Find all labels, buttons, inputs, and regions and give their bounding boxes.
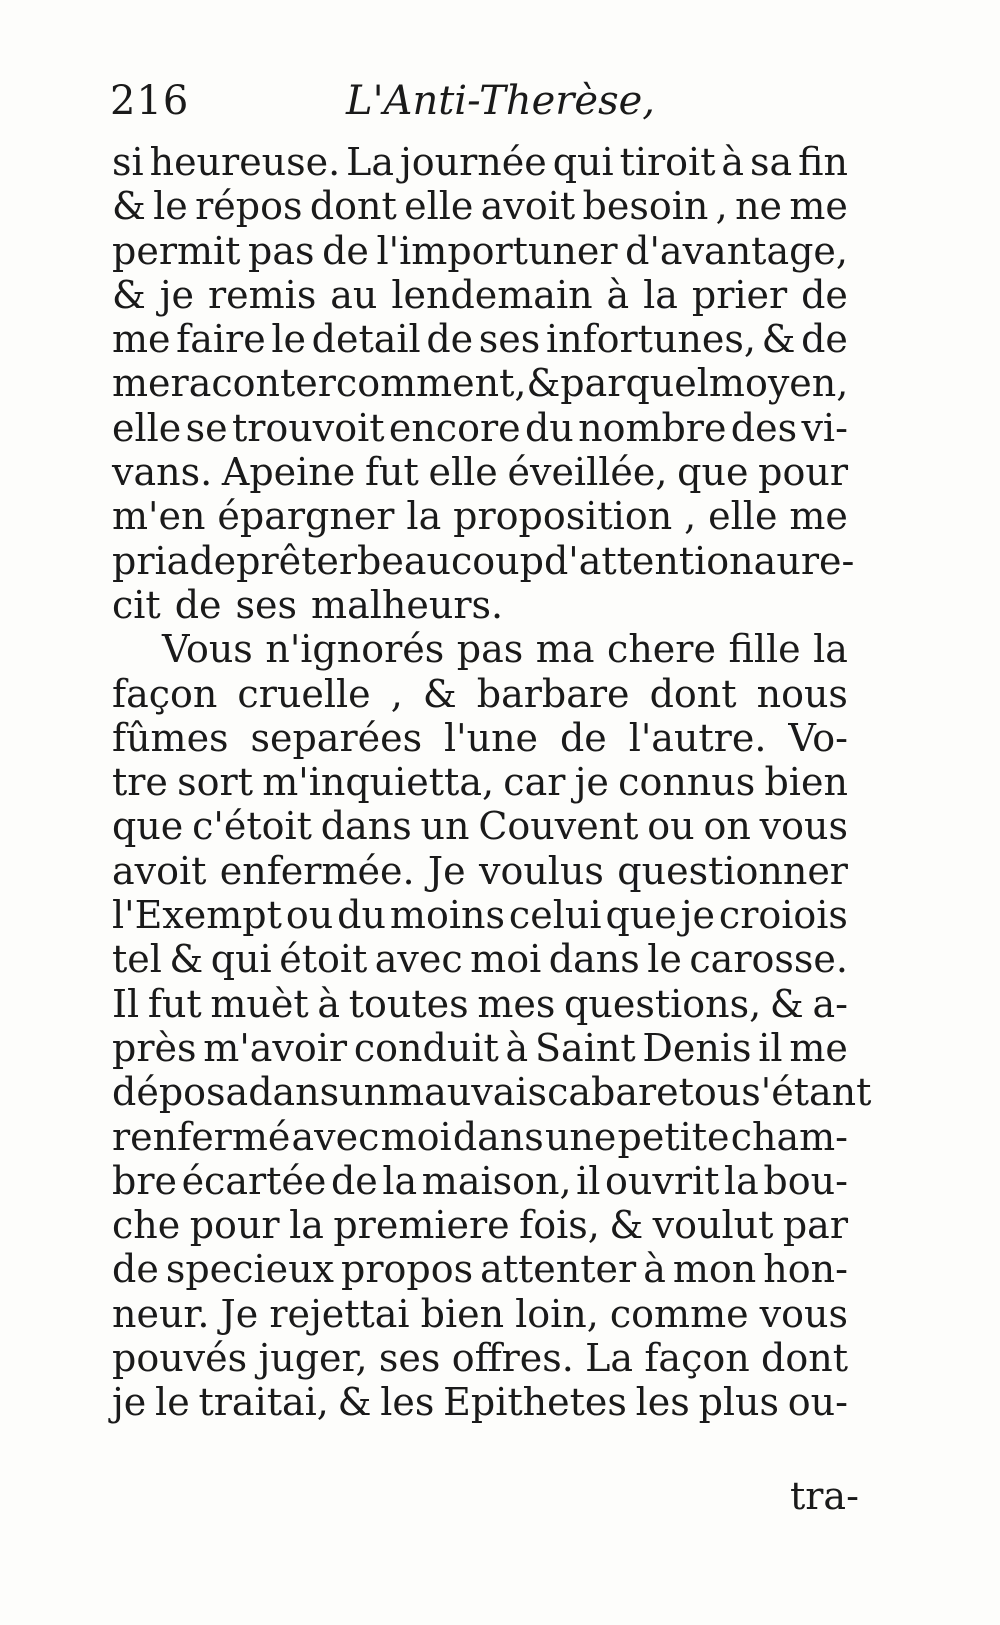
word: qui	[552, 140, 614, 184]
word: je	[159, 272, 195, 317]
word: à	[317, 981, 341, 1026]
word: pas	[248, 228, 315, 273]
word: dans	[320, 804, 412, 849]
word: me	[789, 184, 848, 229]
word: dans	[548, 937, 640, 982]
word: près	[112, 1025, 197, 1070]
text-line	[112, 583, 848, 627]
word: ses	[235, 582, 298, 627]
word: ,	[684, 494, 697, 539]
word: l'importuner	[376, 228, 618, 273]
word: le	[155, 1380, 190, 1425]
word: muèt	[210, 981, 309, 1026]
text-line	[112, 849, 848, 893]
word: du	[337, 893, 386, 938]
word: voulus	[478, 848, 604, 893]
text-line	[112, 1070, 872, 1115]
word: Vo-	[788, 715, 848, 760]
word: ouvrit	[605, 1158, 720, 1203]
word: du	[524, 405, 574, 450]
word: m'inquietta,	[262, 760, 495, 805]
word: beaucoup	[357, 538, 544, 583]
word: l'une	[444, 715, 539, 760]
word: la	[643, 272, 678, 317]
word: detail	[311, 317, 421, 362]
word: &	[422, 671, 457, 716]
word: car	[503, 760, 566, 805]
word: une	[544, 1114, 617, 1159]
word: La	[346, 140, 395, 184]
word: moyen,	[708, 361, 849, 406]
text-line	[112, 672, 848, 716]
word: de	[112, 1247, 159, 1292]
word: la	[813, 627, 848, 672]
text-line	[112, 982, 848, 1026]
word: n'ignorés	[265, 627, 445, 672]
word: bou-	[763, 1158, 848, 1203]
text-line	[112, 1380, 848, 1424]
word: je	[680, 893, 715, 938]
word: dont	[649, 671, 737, 716]
text-line	[112, 716, 848, 760]
word: le	[647, 937, 682, 982]
word: che	[112, 1203, 181, 1248]
word: qui	[210, 937, 272, 982]
text-line	[112, 1159, 848, 1203]
word: l'autre.	[628, 715, 767, 760]
word: hon-	[763, 1247, 848, 1292]
text-line	[112, 538, 855, 583]
word: de	[322, 228, 369, 273]
word: s'étant	[741, 1070, 872, 1115]
word: renfermé	[112, 1114, 291, 1159]
word: elle	[112, 405, 182, 450]
word: juger,	[258, 1336, 368, 1381]
word: specieux	[165, 1247, 334, 1292]
word: de	[801, 317, 848, 362]
word: cham-	[730, 1114, 848, 1159]
word: raconter	[170, 361, 336, 406]
word: le	[153, 184, 188, 229]
word: épargner	[217, 494, 395, 539]
word: de	[330, 1158, 378, 1203]
word: je	[574, 760, 609, 805]
word: pria	[112, 538, 190, 583]
word: un	[339, 1070, 389, 1115]
word: carosse.	[689, 937, 848, 982]
text-line	[112, 184, 848, 228]
word: Couvent	[478, 804, 639, 849]
word: maison,	[421, 1158, 572, 1203]
word: lendemain	[391, 272, 593, 317]
word: questionner	[617, 848, 848, 893]
word: fut	[364, 450, 419, 495]
word: enfermée.	[219, 848, 415, 893]
word: toutes	[348, 981, 469, 1026]
word: fois,	[519, 1203, 600, 1248]
running-title: L'Anti-Therèse,	[346, 78, 655, 124]
word: La	[585, 1336, 634, 1381]
text-line	[112, 627, 848, 671]
text-line	[112, 494, 848, 538]
word: prier	[691, 272, 788, 317]
word: nous	[756, 671, 848, 716]
word: plus	[698, 1380, 780, 1425]
word: si	[112, 140, 144, 184]
word: fut	[147, 981, 202, 1026]
word: les	[635, 1380, 690, 1425]
text-line	[112, 361, 848, 405]
word: malheurs.	[311, 582, 504, 627]
text-line	[112, 1247, 848, 1291]
word: &	[761, 317, 796, 362]
word: le	[271, 317, 306, 362]
word: attenter	[480, 1247, 637, 1292]
word: Epithetes	[443, 1380, 627, 1425]
word: au	[753, 538, 801, 583]
word: barbare	[476, 671, 630, 716]
page-number: 216	[110, 78, 190, 124]
word: mon	[672, 1247, 757, 1292]
word: à	[505, 1025, 529, 1070]
word: prêter	[236, 538, 358, 583]
word: bien	[764, 760, 848, 805]
word: me	[112, 317, 171, 362]
word: par	[560, 361, 626, 406]
word: les	[380, 1380, 435, 1425]
word: me	[112, 361, 171, 406]
word: avoit	[480, 184, 576, 229]
word: Je	[427, 848, 466, 893]
word: étoit	[279, 937, 368, 982]
word: neur.	[112, 1291, 210, 1336]
word: m'avoir	[203, 1025, 348, 1070]
word: façon	[112, 671, 218, 716]
word: sa	[750, 140, 793, 184]
word: par	[782, 1203, 848, 1248]
word: de	[801, 272, 848, 317]
word: &	[169, 937, 204, 982]
running-head	[110, 78, 870, 138]
word: trouvoit	[231, 405, 385, 450]
word: on	[703, 804, 751, 849]
word: tiroit	[619, 140, 716, 184]
word: de	[174, 582, 222, 627]
word: mes	[477, 981, 556, 1026]
word: d'attention	[543, 538, 754, 583]
text-line	[112, 450, 848, 494]
word: Il	[112, 981, 140, 1026]
word: celui	[508, 893, 602, 938]
word: à	[643, 1247, 666, 1292]
word: infortunes,	[545, 317, 756, 362]
word: pouvés	[112, 1336, 248, 1381]
word: avoit	[112, 848, 207, 893]
word: separées	[250, 715, 423, 760]
word: dont	[309, 184, 397, 229]
word: nombre	[578, 405, 727, 450]
word: faire	[176, 317, 266, 362]
word: sort	[177, 760, 253, 805]
word: Vous	[162, 627, 253, 672]
word: tel	[112, 937, 162, 982]
word: offres.	[451, 1336, 574, 1381]
word: dans	[452, 1114, 544, 1159]
word: a-	[812, 981, 848, 1026]
word: il	[758, 1025, 783, 1070]
word: ou	[693, 1070, 742, 1115]
word: mauvais	[388, 1070, 548, 1115]
word: la	[382, 1158, 418, 1203]
word: répos	[195, 184, 303, 229]
word: cit	[112, 582, 161, 627]
text-line	[112, 893, 848, 937]
word: vans.	[112, 450, 213, 495]
word: elle	[428, 450, 498, 495]
word: me	[789, 494, 848, 539]
text-line	[112, 406, 848, 450]
word: ses	[378, 1336, 441, 1381]
word: cabaret	[547, 1070, 694, 1115]
word: un	[420, 804, 470, 849]
word: &	[609, 1203, 644, 1248]
word: la	[406, 494, 442, 539]
word: &	[769, 981, 804, 1026]
word: chere	[607, 627, 716, 672]
text-line	[112, 229, 848, 273]
word: questions,	[564, 981, 762, 1026]
word: fûmes	[112, 715, 229, 760]
word: que	[605, 893, 677, 938]
word: Denis	[642, 1025, 752, 1070]
word: se	[185, 405, 228, 450]
text-line	[112, 317, 848, 361]
word: &	[337, 1380, 372, 1425]
word: avec	[291, 1114, 380, 1159]
word: vous	[759, 1291, 848, 1336]
word: de	[559, 715, 607, 760]
word: elle	[708, 494, 778, 539]
word: &	[526, 361, 561, 406]
word: bien	[420, 1291, 505, 1336]
word: de	[189, 538, 237, 583]
word: ,	[390, 671, 403, 716]
word: tre	[112, 760, 168, 805]
word: façon	[644, 1336, 750, 1381]
text-line	[112, 1026, 848, 1070]
word: des	[730, 405, 798, 450]
text-line	[112, 1203, 848, 1247]
catchword: tra-	[790, 1474, 859, 1518]
word: &	[112, 272, 146, 317]
word: propos	[341, 1247, 474, 1292]
text-line	[112, 804, 848, 848]
word: cruelle	[237, 671, 371, 716]
word: la	[724, 1158, 759, 1203]
word: quel	[625, 361, 709, 406]
word: la	[289, 1203, 324, 1248]
word: traitai,	[198, 1380, 329, 1425]
word: rejettai	[269, 1291, 410, 1336]
word: re-	[800, 538, 855, 583]
word: Saint	[535, 1025, 636, 1070]
text-line	[112, 273, 848, 317]
word: l'Exempt	[112, 893, 282, 938]
word: comment,	[335, 361, 527, 406]
word: avec	[374, 937, 463, 982]
word: m'en	[112, 494, 206, 539]
word: je	[112, 1380, 147, 1425]
word: ou-	[787, 1380, 848, 1425]
body-text	[112, 140, 872, 1425]
word: proposition	[453, 494, 673, 539]
word: connus	[618, 760, 756, 805]
word: encore	[388, 405, 521, 450]
word: fille	[728, 627, 801, 672]
word: remis	[207, 272, 317, 317]
word: à	[721, 140, 745, 184]
word: ou	[647, 804, 695, 849]
word: permit	[112, 228, 241, 273]
word: pour	[758, 450, 848, 495]
word: elle	[404, 184, 474, 229]
word: de	[426, 317, 474, 362]
word: comme	[609, 1291, 749, 1336]
word: bre	[112, 1158, 177, 1203]
word: premiere	[333, 1203, 510, 1248]
word: besoin	[582, 184, 709, 229]
word: pour	[189, 1203, 280, 1248]
word: ma	[535, 627, 595, 672]
text-line	[112, 1115, 848, 1159]
word: moi	[470, 937, 542, 982]
word: d'avantage,	[625, 228, 848, 273]
word: heureuse.	[149, 140, 341, 184]
word: dans	[248, 1070, 340, 1115]
word: ou	[285, 893, 334, 938]
word: écartée	[181, 1158, 327, 1203]
word: moi	[380, 1114, 452, 1159]
word: ses	[478, 317, 541, 362]
word: vous	[759, 804, 848, 849]
word: au	[330, 272, 378, 317]
word: vi-	[801, 405, 848, 450]
word: Apeine	[221, 450, 356, 495]
word: éveillée,	[507, 450, 668, 495]
word: conduit	[353, 1025, 499, 1070]
word: croiois	[718, 893, 848, 938]
word: à	[606, 272, 630, 317]
word: &	[112, 184, 146, 229]
word: pas	[456, 627, 524, 672]
word: déposa	[112, 1070, 249, 1115]
text-line	[112, 760, 848, 804]
word: journée	[400, 140, 547, 184]
text-line	[112, 140, 848, 184]
word: petite	[617, 1114, 730, 1159]
word: ne	[735, 184, 783, 229]
word: dont	[761, 1336, 848, 1381]
word: voulut	[652, 1203, 774, 1248]
word: que	[112, 804, 184, 849]
text-line	[112, 937, 848, 981]
word: Je	[220, 1291, 259, 1336]
word: me	[789, 1025, 848, 1070]
word: c'étoit	[192, 804, 312, 849]
word: moins	[389, 893, 505, 938]
word: loin,	[515, 1291, 599, 1336]
word: fin	[798, 140, 848, 184]
word: il	[576, 1158, 601, 1203]
text-line	[112, 1336, 848, 1380]
word: ,	[715, 184, 728, 229]
word: que	[677, 450, 749, 495]
text-line	[112, 1292, 848, 1336]
